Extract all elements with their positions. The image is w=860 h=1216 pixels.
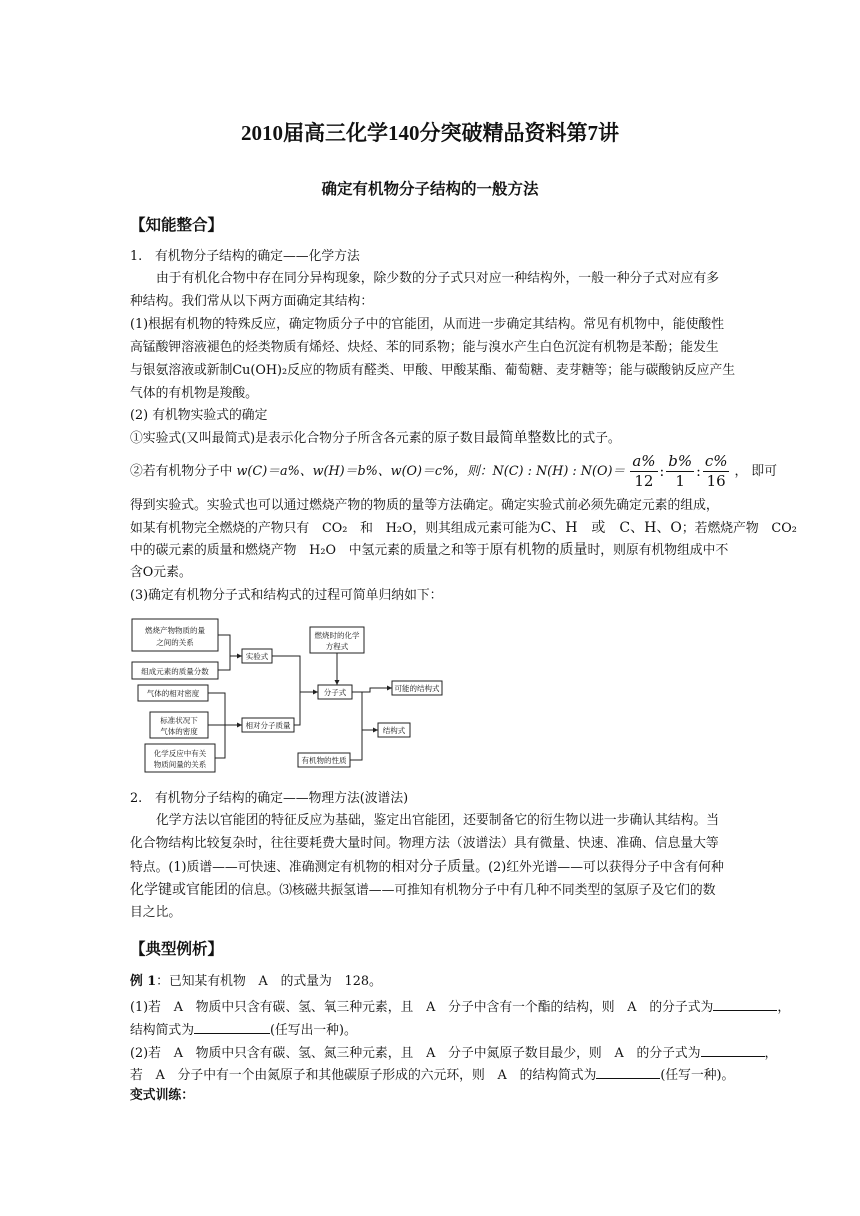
flow-connector — [294, 692, 300, 725]
flow-label: 分子式 — [323, 688, 347, 697]
fraction-oxygen — [703, 452, 730, 491]
text-run: ， — [777, 1000, 791, 1015]
paragraph-line — [130, 858, 724, 877]
emphasis-text: 有 — [509, 882, 524, 898]
text-run: 如某有机物完全燃烧的产物只有 CO₂ 和 H₂O，则其组成元素可能为 — [130, 521, 541, 536]
text-run: (任写出一种)。 — [269, 1023, 357, 1038]
text-run: 。(2)红外光谱——可以获得分子中含有何种 — [475, 860, 724, 875]
answer-blank[interactable] — [596, 1064, 660, 1079]
text-run: ；若燃烧产物 CO₂ — [681, 521, 797, 536]
text-run: 若 A 分子中有一个由氮原子和其他碳原子形成的六元环，则 A 的结构简式为 — [130, 1068, 597, 1083]
emphasis-text: 化学键或官能团 — [130, 882, 228, 898]
formula-text: w(C)＝a%、w(H)＝b%、w(O)＝c%，则：N(C) : N(H) : N(O)＝ — [236, 464, 626, 479]
flow-label: 化学反应中有关 — [153, 749, 207, 758]
example-question-line — [130, 996, 790, 1017]
flow-label: 之间的关系 — [156, 638, 194, 647]
text-run: (任写一种)。 — [660, 1068, 735, 1083]
fraction-hydrogen — [666, 452, 694, 491]
denominator: 16 — [706, 472, 726, 490]
paragraph-line: 化学方法以官能团的特征反应为基础，鉴定出官能团，还要制备它的衍生物以进一步确认其结构。当 — [156, 813, 720, 828]
text-run: 中的碳元素的质量和燃烧产物 H₂O 中氢元素的质量之和等于 — [130, 543, 490, 558]
item-2-heading: 2. 有机物分子结构的确定——物理方法(波谱法) — [130, 791, 409, 806]
flow-label: 结构式 — [382, 726, 406, 735]
arrowhead — [387, 686, 392, 691]
example-question-line — [130, 1064, 734, 1085]
flow-connector — [218, 635, 242, 656]
emphasis-text: 相对分子质量 — [391, 859, 476, 875]
paragraph-line — [130, 519, 797, 538]
flow-label: 组成元素的质量分数 — [141, 667, 209, 676]
text-run: ①实验式(又叫最简式)是表示化合物分子所含各元素的原子数目 — [130, 431, 486, 446]
paragraph-line: (3)确定有机物分子式和结构式的过程可简单归纳如下： — [130, 588, 443, 603]
formula-line — [130, 452, 777, 492]
text-run: 的式子。 — [569, 431, 621, 446]
text-run: 时，则原有机物组成中不 — [587, 543, 729, 558]
item-2-subheading: (2) 有机物实验式的确定 — [130, 408, 268, 423]
example-question-line — [130, 1042, 777, 1063]
flow-label: 气体的密度 — [160, 727, 198, 736]
flow-label: 方程式 — [325, 642, 349, 651]
text-run: 结构简式为 — [130, 1023, 194, 1038]
structure-determination-flowchart — [130, 615, 460, 780]
flow-connector — [352, 688, 392, 692]
numerator: c% — [704, 452, 728, 470]
answer-blank[interactable] — [194, 1019, 270, 1034]
flow-connector — [215, 725, 225, 758]
text-run: ：已知某有机物 A 的式量为 128。 — [156, 974, 382, 989]
paragraph-line: 高锰酸钾溶液褪色的烃类物质有烯烃、炔烃、苯的同系物；能与溴水产生白色沉淀有机物是苯酚；能发生 — [130, 340, 719, 355]
section-heading-knowledge: 【知能整合】 — [130, 215, 224, 234]
emphasis-text: C、H 或 C、H、O — [540, 520, 682, 536]
text-run: ， — [764, 1046, 778, 1061]
numerator: b% — [668, 452, 693, 470]
example-question-line — [130, 1019, 357, 1040]
flow-label: 气体的相对密度 — [146, 689, 200, 698]
variant-exercise-label: 变式训练： — [130, 1088, 194, 1103]
paragraph-line: 含O元素。 — [130, 565, 192, 580]
paragraph-line: 由于有机化合物中存在同分异构现象，除少数的分子式只对应一种结构外，一般一种分子式对应有多 — [156, 271, 720, 286]
flow-label: 实验式 — [245, 652, 269, 661]
example-label: 例 1 — [130, 974, 157, 989]
paragraph-line: 气体的有机物是羧酸。 — [130, 386, 258, 401]
flow-label: 有机物的性质 — [301, 756, 347, 765]
text-run: 特点。(1)质谱——可快速、准确测定有机物的 — [130, 860, 392, 875]
flow-connector — [208, 693, 242, 725]
text-run: 几种不同类型的氢原子及它们的数 — [523, 883, 716, 898]
document-subtitle: 确定有机物分子结构的一般方法 — [321, 179, 539, 198]
flow-label: 燃烧产物物质的量 — [145, 626, 205, 635]
numerator: a% — [632, 452, 656, 470]
flow-label: 燃烧时的化学 — [314, 631, 360, 640]
flow-label: 标准状况下 — [160, 716, 198, 725]
ratio-separator: : — [696, 463, 701, 480]
paragraph-line: 化合物结构比较复杂时，往往要耗费大量时间。物理方法（波谱法）具有微量、快速、准确、信息量大等 — [130, 836, 719, 851]
item-1-heading: 1. 有机物分子结构的确定——化学方法 — [130, 249, 360, 264]
paragraph-line: 种结构。我们常从以下两方面确定其结构： — [130, 294, 374, 309]
denominator: 1 — [675, 472, 685, 490]
paragraph-line — [130, 881, 715, 900]
text-run: (1)若 A 物质中只含有碳、氢、氧三种元素，且 A 分子中含有一个酯的结构，则 A 的分子式为 — [130, 1000, 714, 1015]
emphasis-text: 最简单整数比 — [485, 430, 570, 446]
paragraph-line: 与银氨溶液或新制Cu(OH)₂反应的物质有醛类、甲酸、甲酸某酯、葡萄糖、麦芽糖等；能与碳酸钠反应产生 — [130, 363, 736, 378]
paragraph-line — [130, 429, 621, 448]
document-title: 2010届高三化学140分突破精品资料第7讲 — [241, 121, 619, 145]
example-1-intro — [130, 973, 382, 991]
paragraph-line — [130, 541, 728, 560]
answer-blank[interactable] — [701, 1042, 765, 1057]
ratio-separator: : — [659, 463, 665, 480]
flow-connector — [272, 656, 318, 692]
arrowhead — [335, 680, 340, 685]
flow-label: 物质间量的关系 — [153, 760, 207, 769]
flow-connector — [218, 656, 230, 670]
arrowhead — [373, 728, 378, 733]
arrowhead — [237, 654, 242, 659]
arrowhead — [313, 690, 318, 695]
answer-blank[interactable] — [713, 996, 777, 1011]
flow-connector — [350, 730, 362, 760]
section-heading-examples: 【典型例析】 — [130, 939, 224, 958]
flow-label: 相对分子质量 — [245, 721, 291, 730]
flow-connector — [352, 692, 378, 730]
text-run: ， 即可 — [734, 464, 778, 479]
paragraph-line: 目之比。 — [130, 905, 182, 920]
emphasis-text: 原有机物的质量 — [489, 542, 588, 558]
text-run: 的信息。⑶核磁共振氢谱——可推知有机物分子中 — [228, 883, 510, 898]
denominator: 12 — [634, 472, 654, 490]
arrowhead — [237, 723, 242, 728]
text-run: ②若有机物分子中 — [130, 464, 237, 479]
paragraph-line: 得到实验式。实验式也可以通过燃烧产物的物质的量等方法确定。确定实验式前必须先确定元素的组成， — [130, 498, 719, 513]
paragraph-line: (1)根据有机物的特殊反应，确定物质分子中的官能团，从而进一步确定其结构。常见有机物中，能使酸性 — [130, 317, 724, 332]
text-run: (2)若 A 物质中只含有碳、氢、氮三种元素，且 A 分子中氮原子数目最少，则 A 的分子式为 — [130, 1046, 701, 1061]
fraction-carbon — [630, 452, 657, 491]
flow-label: 可能的结构式 — [394, 684, 440, 693]
